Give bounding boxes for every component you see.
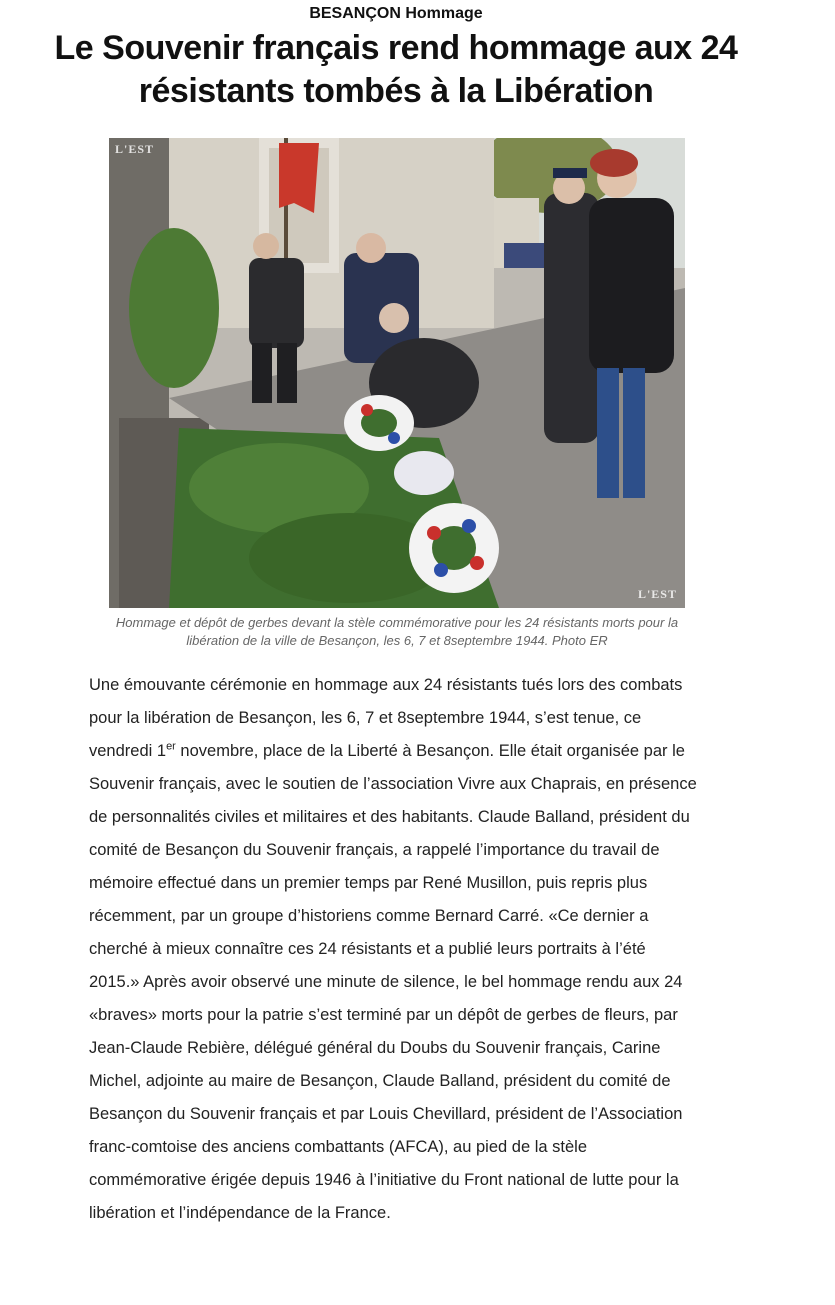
photo-illustration (109, 138, 685, 608)
article-body-part-1: Une émouvante cérémonie en hommage aux 24 résistants tués lors des combats pour la libération de Besançon, les 6, 7 et 8septembre 1944, s’est tenue, ce vendredi 1 (89, 676, 683, 760)
article-kicker: BESANÇON Hommage (309, 5, 483, 22)
article-body (89, 669, 699, 1230)
article-photo (109, 138, 685, 608)
photo-watermark-top: L'EST (115, 142, 155, 156)
ordinal-superscript: er (166, 740, 176, 753)
article-headline: Le Souvenir français rend hommage aux 24 résistants tombés à la Libération (54, 29, 738, 110)
article-body-part-2: novembre, place de la Liberté à Besançon. Elle était organisée par le Souvenir français, avec le soutien de l’association Vivre aux Chaprais, en présence de personnalités civiles et militaires et des habitants. Claude Balland, président du comité de Besançon du Souvenir français, a rappelé l’importance du travail de mémoire effectué dans un premier temps par René Musillon, puis repris plus récemment, par un groupe d’historiens comme Bernard Carré. «Ce dernier a cherché à mieux connaître ces 24 résistants et a publié leurs portraits à l’été 2015.» Après avoir observé une minute de silence, le bel hommage rendu aux 24 «braves» morts pour la patrie s’est terminé par un dépôt de gerbes de fleurs, par Jean-Claude Rebière, délégué général du Doubs du Souvenir français, Carine Michel, adjointe au maire de Besançon, Claude Balland, président du comité de Besançon du Souvenir français et par Louis Chevillard, président de l’Association franc-comtoise des anciens combattants (AFCA), au pied de la stèle commémorative érigée depuis 1946 à l’initiative du Front national de lutte pour la libération et l’indépendance de la France. (89, 742, 697, 1222)
photo-watermark-bottom: L'EST (637, 587, 677, 601)
photo-caption: Hommage et dépôt de gerbes devant la stèle commémorative pour les 24 résistants morts pour la libération de la ville de Besançon, les 6, 7 et 8septembre 1944. Photo ER (115, 615, 679, 648)
